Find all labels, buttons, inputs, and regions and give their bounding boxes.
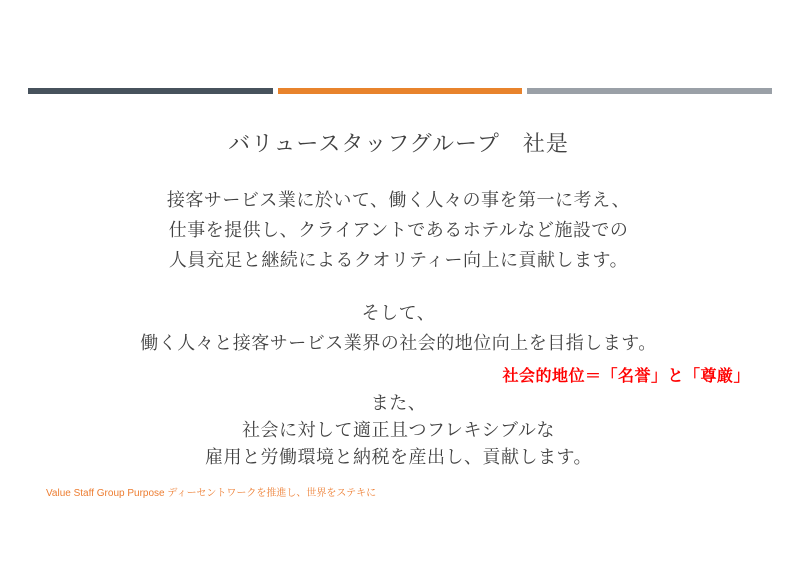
- mission-line-2: 仕事を提供し、クライアントであるホテルなど施設での: [168, 220, 629, 240]
- footer-purpose-note: Value Staff Group Purpose ディーセントワークを推進し、世界をステキに: [46, 488, 377, 499]
- contribution-line-1: また、: [370, 393, 427, 413]
- bar-segment-orange: [278, 88, 523, 94]
- bar-segment-gray: [527, 88, 772, 94]
- goal-paragraph: [0, 298, 797, 358]
- mission-paragraph: [0, 185, 797, 275]
- contribution-paragraph: [0, 390, 797, 471]
- highlight-social-status: 社会的地位＝「名誉」と「尊厳」: [502, 368, 750, 385]
- contribution-line-3: 雇用と労働環境と納税を産出し、貢献します。: [204, 447, 593, 467]
- bar-segment-dark: [28, 88, 273, 94]
- goal-line-1: そして、: [361, 303, 436, 323]
- divider-bar: [28, 88, 772, 94]
- contribution-line-2: 社会に対して適正且つフレキシブルな: [242, 420, 555, 440]
- mission-line-1: 接客サービス業に於いて、働く人々の事を第一に考え、: [166, 190, 631, 210]
- slide-title: バリュースタッフグループ 社是: [228, 131, 569, 156]
- goal-line-2: 働く人々と接客サービス業界の社会的地位向上を目指します。: [140, 333, 657, 353]
- mission-line-3: 人員充足と継続によるクオリティー向上に貢献します。: [168, 250, 629, 270]
